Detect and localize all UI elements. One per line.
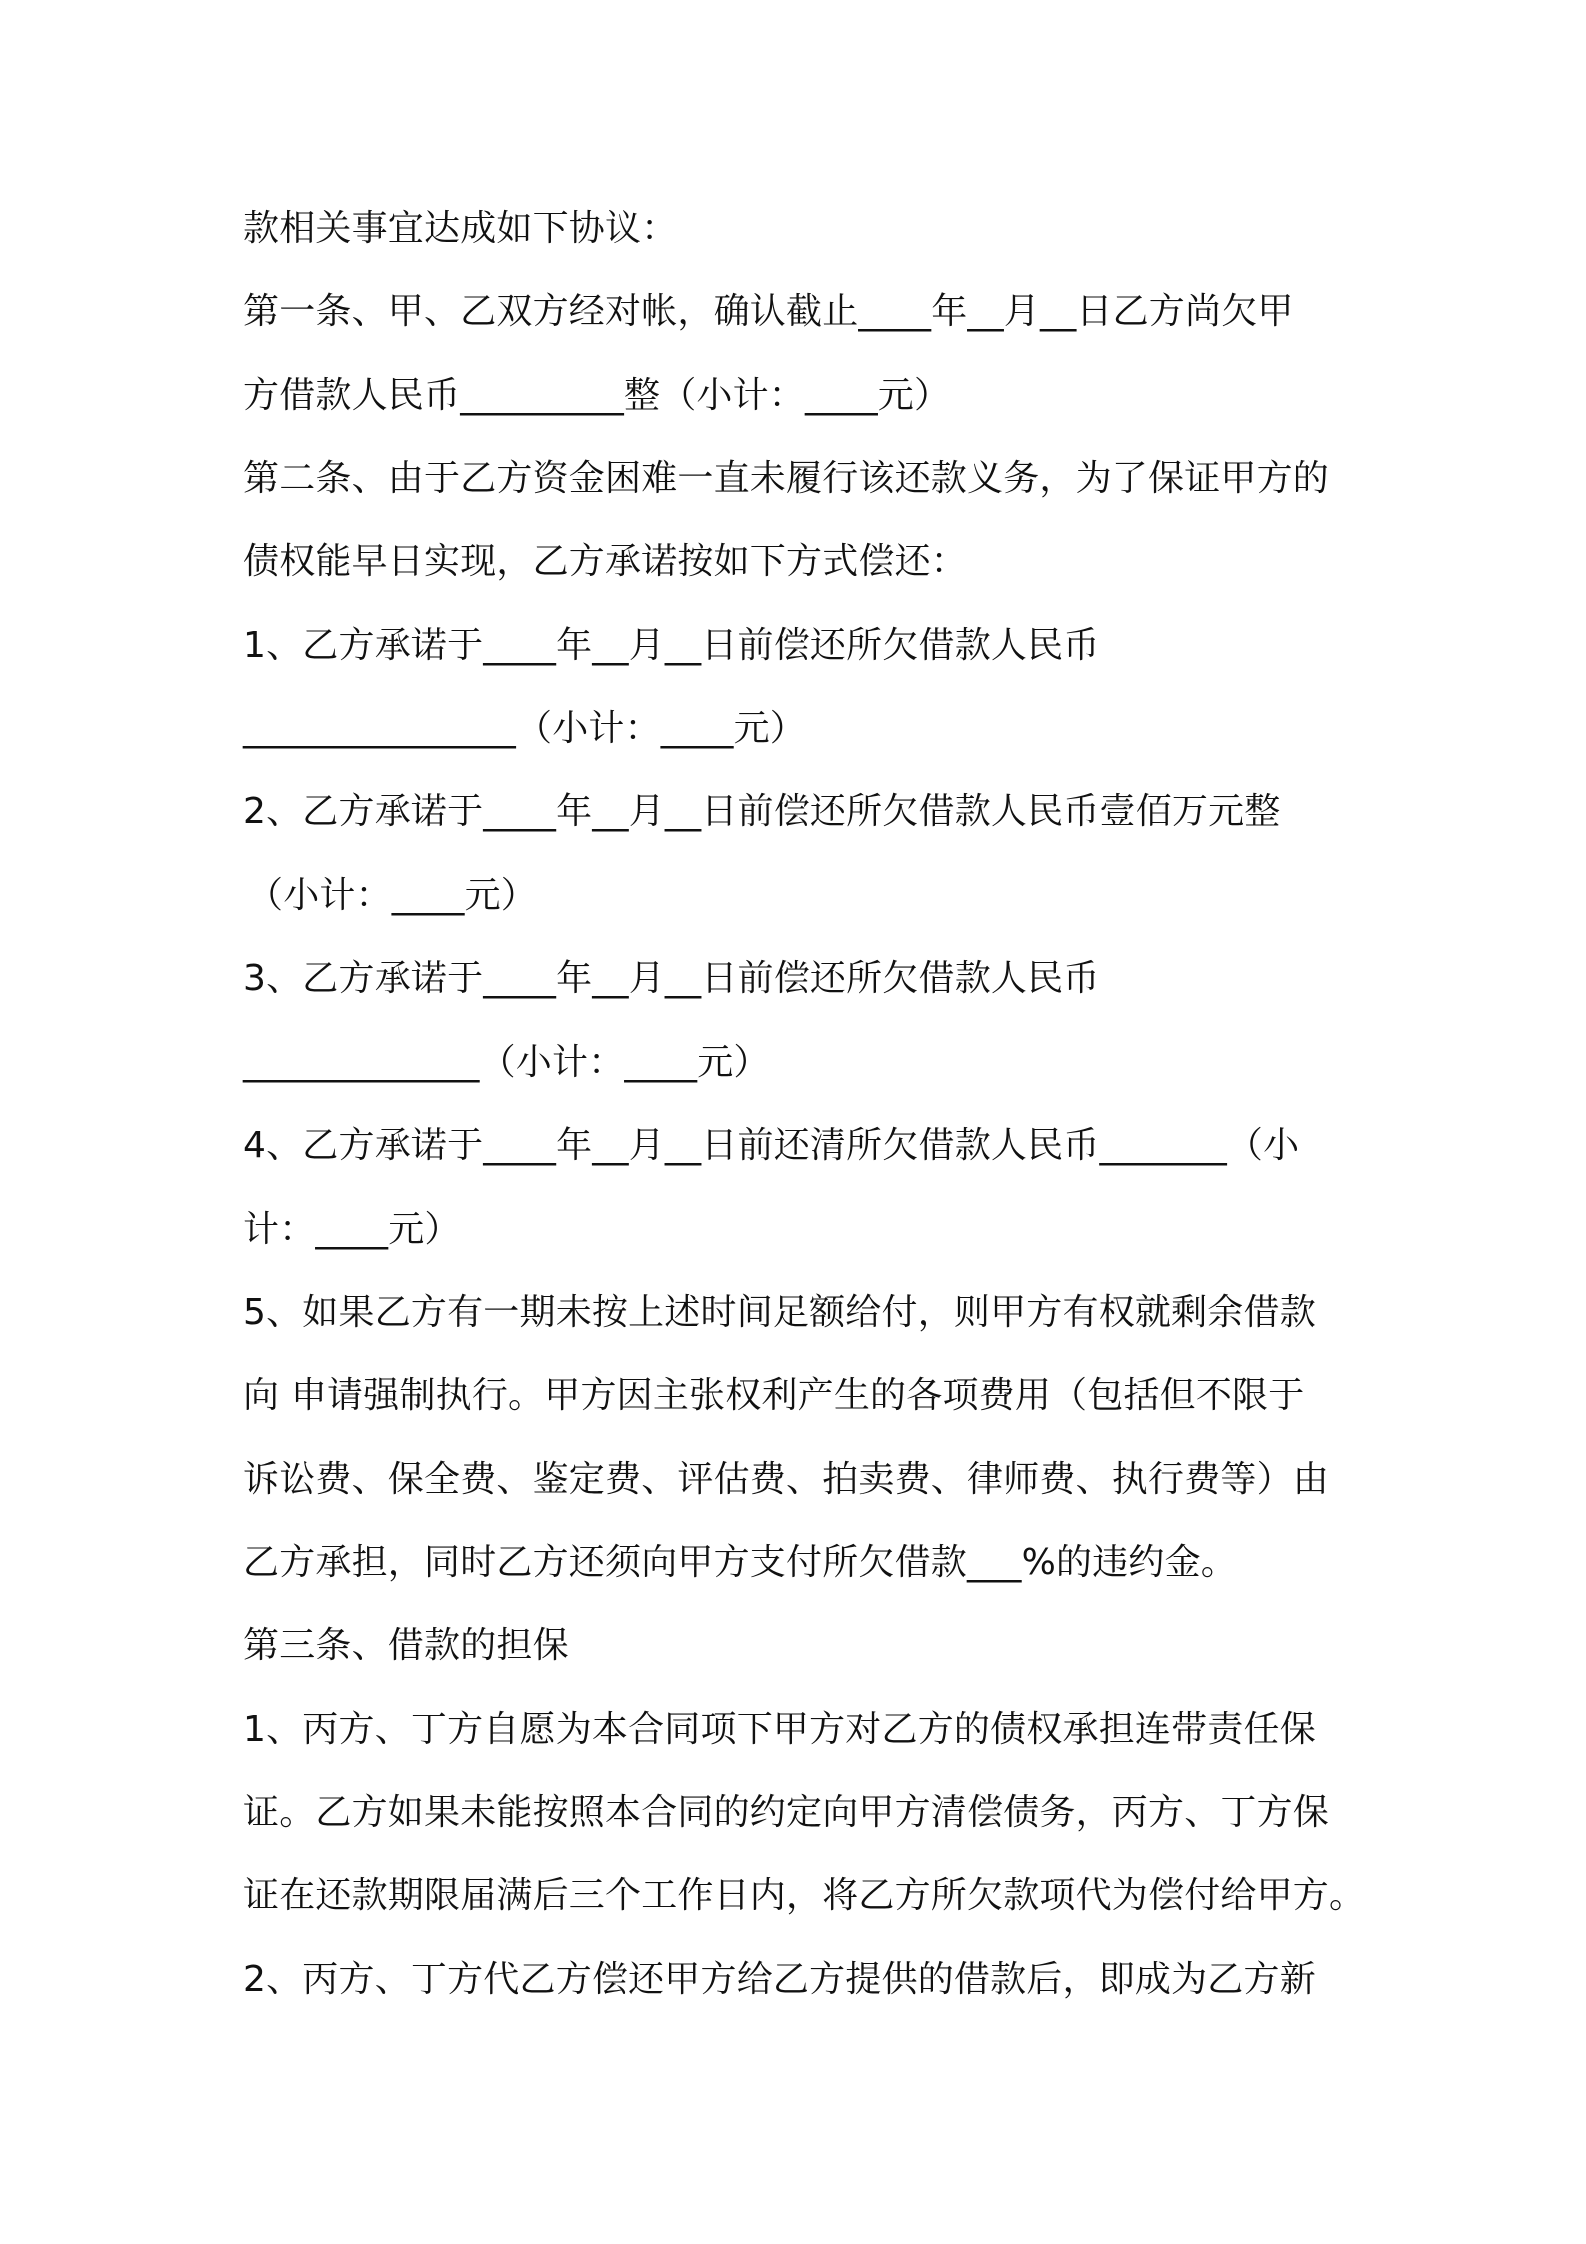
text-line-5: 债权能早日实现，乙方承诺按如下方式偿还：	[243, 541, 968, 582]
text-line-12: 4、乙方承诺于____年__月__日前还清所欠借款人民币_______（小	[243, 1125, 1300, 1166]
text-line-6: 1、乙方承诺于____年__月__日前偿还所欠借款人民币	[243, 625, 1100, 666]
text-line-7: _______________（小计：____元）	[243, 708, 806, 749]
text-line-4: 第二条、由于乙方资金困难一直未履行该还款义务，为了保证甲方的	[243, 458, 1330, 499]
text-line-1: 款相关事宜达成如下协议：	[243, 208, 678, 249]
text-line-15: 向 申请强制执行。甲方因主张权利产生的各项费用（包括但不限于	[243, 1375, 1305, 1416]
text-line-8: 2、乙方承诺于____年__月__日前偿还所欠借款人民币壹佰万元整	[243, 791, 1281, 832]
text-line-20: 证。乙方如果未能按照本合同的约定向甲方清偿债务，丙方、丁方保	[243, 1792, 1330, 1833]
text-line-19: 1、丙方、丁方自愿为本合同项下甲方对乙方的债权承担连带责任保	[243, 1709, 1316, 1750]
text-line-10: 3、乙方承诺于____年__月__日前偿还所欠借款人民币	[243, 958, 1100, 999]
text-line-13: 计：____元）	[243, 1209, 461, 1250]
text-line-21: 证在还款期限届满后三个工作日内，将乙方所欠款项代为偿付给甲方。	[243, 1875, 1366, 1916]
text-line-18: 第三条、借款的担保	[243, 1625, 569, 1666]
text-line-22: 2、丙方、丁方代乙方偿还甲方给乙方提供的借款后，即成为乙方新	[243, 1959, 1316, 2000]
text-line-16: 诉讼费、保全费、鉴定费、评估费、拍卖费、律师费、执行费等）由	[243, 1459, 1330, 1500]
text-line-9: （小计：____元）	[247, 875, 538, 916]
text-line-14: 5、如果乙方有一期未按上述时间足额给付，则甲方有权就剩余借款	[243, 1292, 1316, 1333]
text-line-2: 第一条、甲、乙双方经对帐，确认截止____年__月__日乙方尚欠甲	[243, 291, 1294, 332]
text-line-3: 方借款人民币_________整（小计：____元）	[243, 375, 951, 416]
text-line-17: 乙方承担，同时乙方还须向甲方支付所欠借款___%的违约金。	[243, 1542, 1238, 1583]
text-line-11: _____________（小计：____元）	[243, 1042, 770, 1083]
